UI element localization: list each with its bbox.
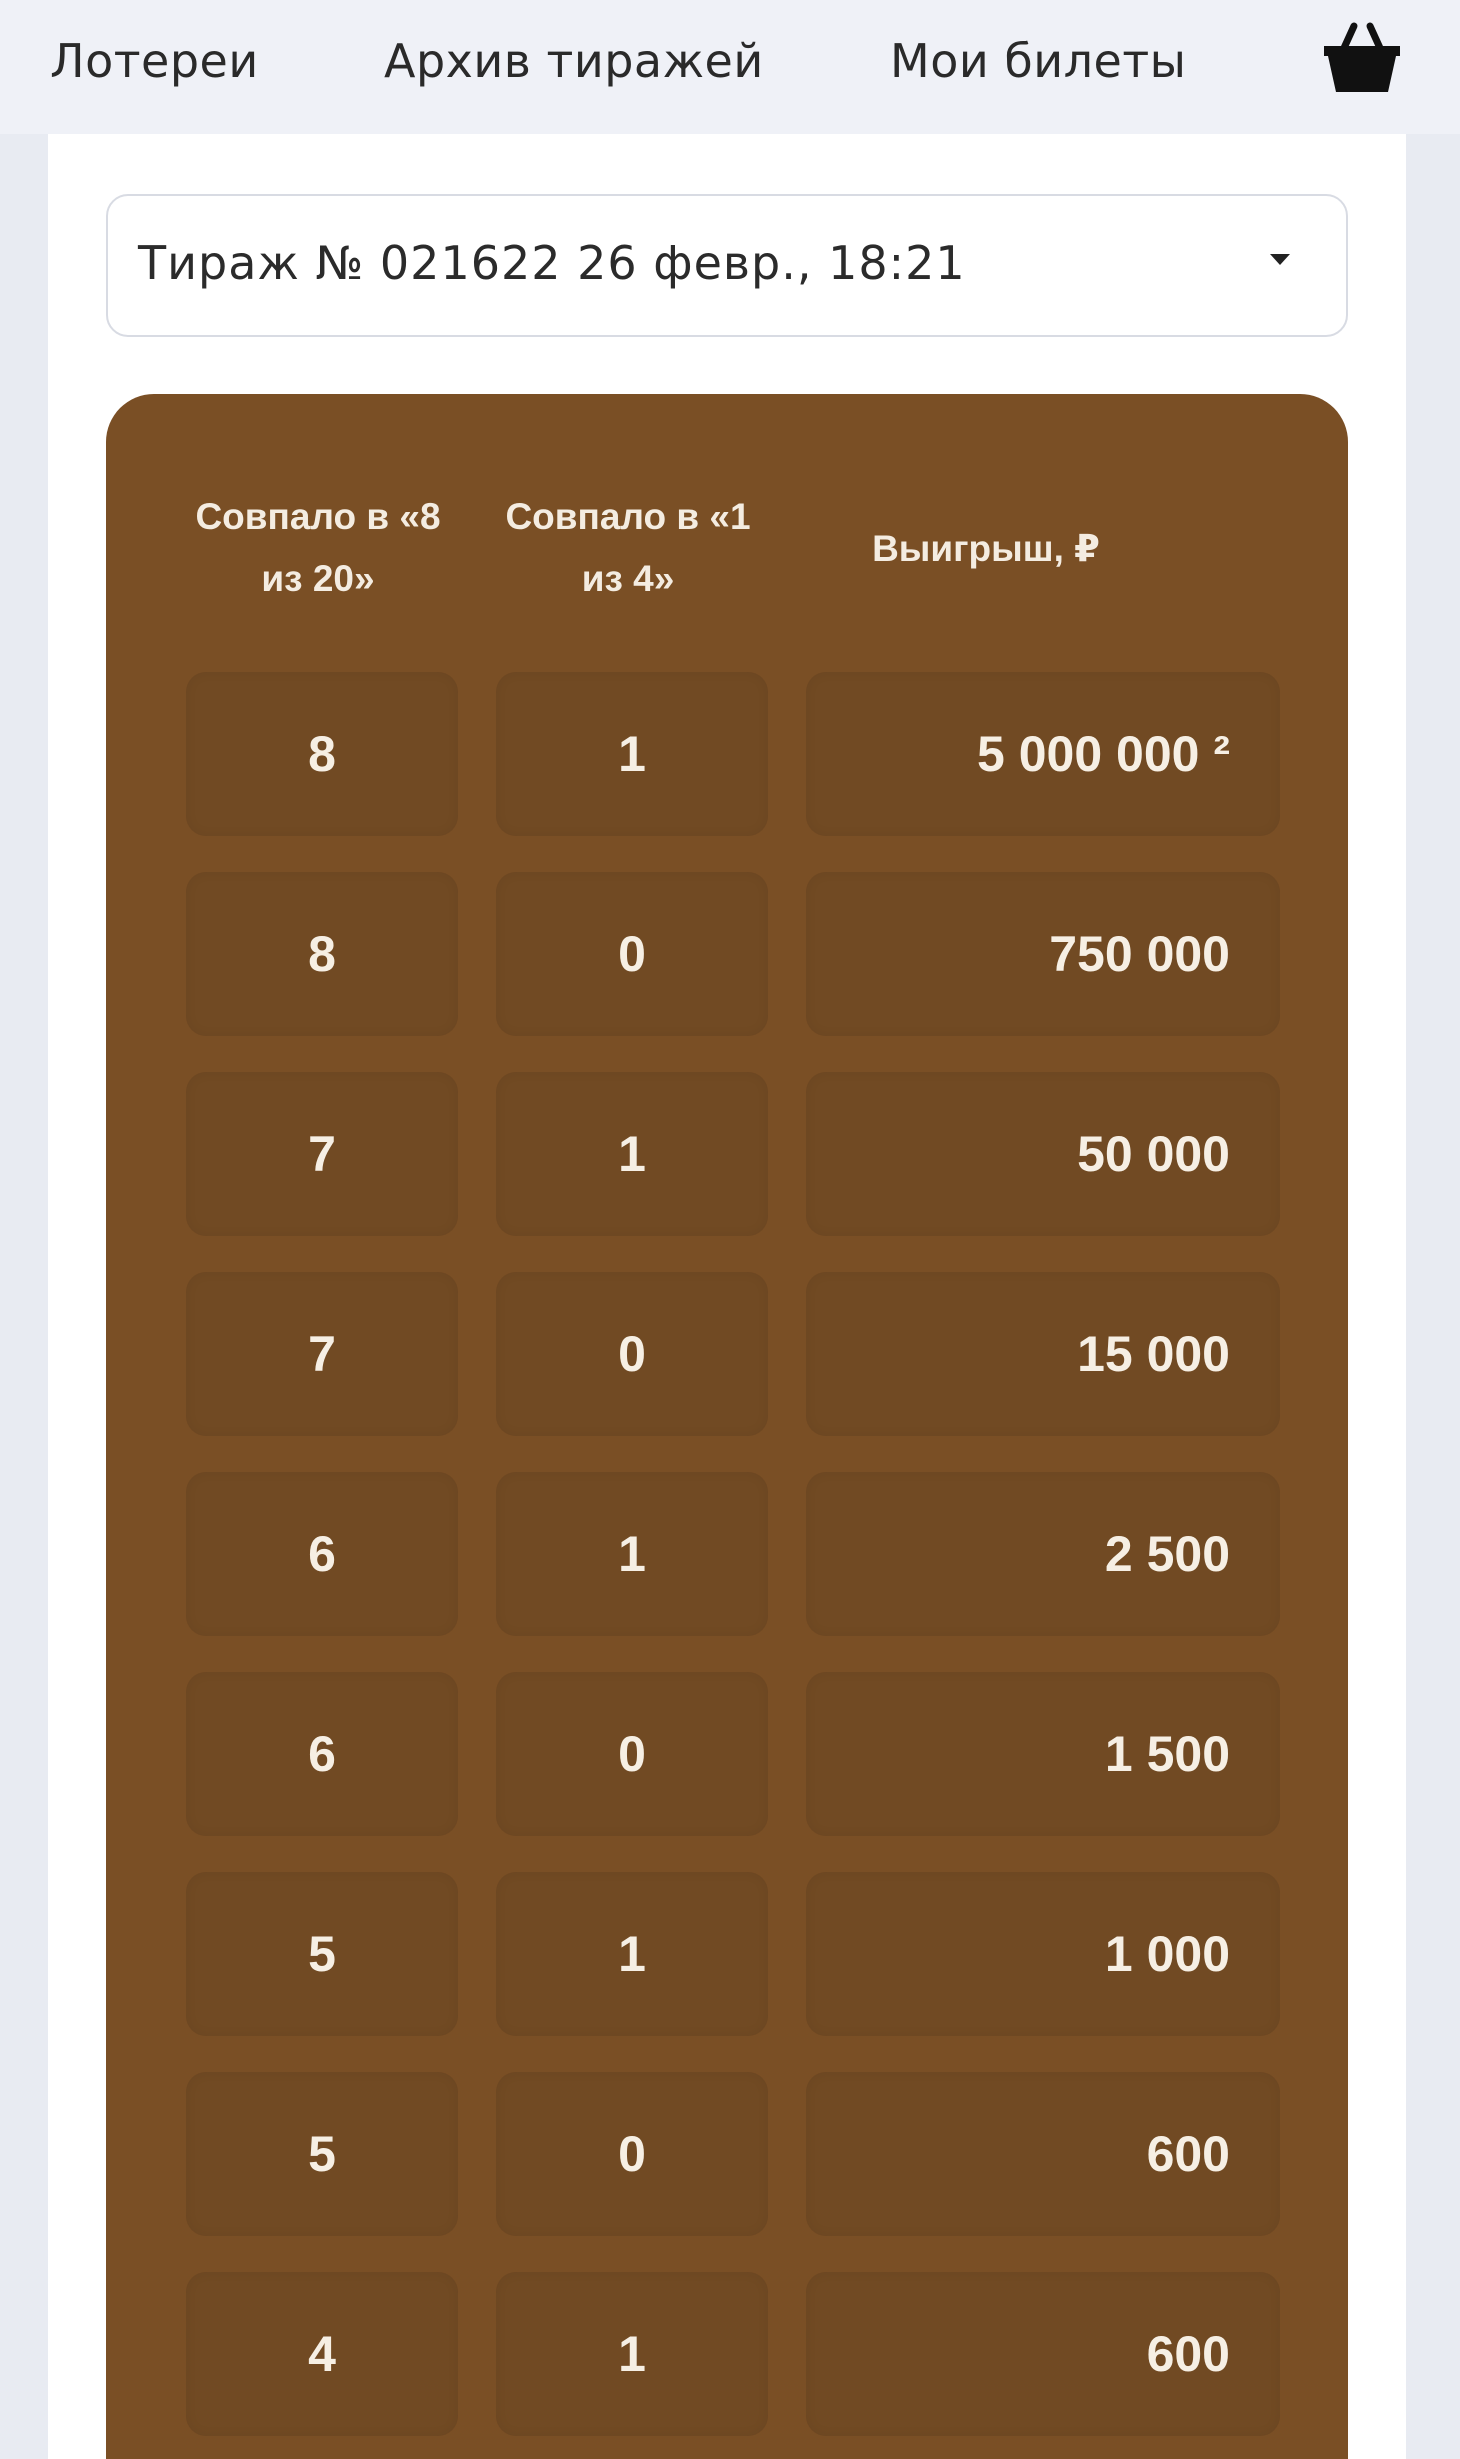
header-match-main: Совпало в «8 из 20» [195,496,441,599]
row-match-extra: 0 [496,1272,768,1436]
header-prize: Выигрыш, ₽ [872,528,1100,569]
row-match-main: 7 [186,1272,458,1436]
draw-select-value: Тираж № 021622 26 февр., 18:21 [138,236,966,290]
nav-my-tickets[interactable]: Мои билеты [890,34,1187,88]
row-prize: 750 000 [806,872,1280,1036]
row-prize: 1 500 [806,1672,1280,1836]
nav-draw-archive[interactable]: Архив тиражей [384,34,764,88]
row-prize: 50 000 [806,1072,1280,1236]
caret-down-icon [1270,254,1290,265]
row-match-main: 6 [186,1472,458,1636]
row-match-main: 8 [186,672,458,836]
row-match-extra: 1 [496,1072,768,1236]
row-prize: 600 [806,2272,1280,2436]
row-prize: 5 000 000 ² [806,672,1280,836]
header-match-extra: Совпало в «1 из 4» [505,496,751,599]
row-prize: 1 000 [806,1872,1280,2036]
row-match-extra: 1 [496,1872,768,2036]
draw-select[interactable] [106,194,1348,337]
row-match-main: 4 [186,2272,458,2436]
prize-table [106,394,1348,2459]
row-match-extra: 0 [496,1672,768,1836]
row-match-main: 8 [186,872,458,1036]
nav-lotteries[interactable]: Лотереи [50,34,259,88]
basket-icon[interactable] [1320,18,1404,98]
top-navigation [0,0,1460,134]
row-match-extra: 0 [496,872,768,1036]
row-match-main: 6 [186,1672,458,1836]
row-match-extra: 1 [496,2272,768,2436]
row-match-main: 5 [186,1872,458,2036]
row-prize: 600 [806,2072,1280,2236]
row-match-extra: 0 [496,2072,768,2236]
row-match-main: 5 [186,2072,458,2236]
row-prize: 2 500 [806,1472,1280,1636]
row-prize: 15 000 [806,1272,1280,1436]
row-match-extra: 1 [496,1472,768,1636]
row-match-extra: 1 [496,672,768,836]
row-match-main: 7 [186,1072,458,1236]
